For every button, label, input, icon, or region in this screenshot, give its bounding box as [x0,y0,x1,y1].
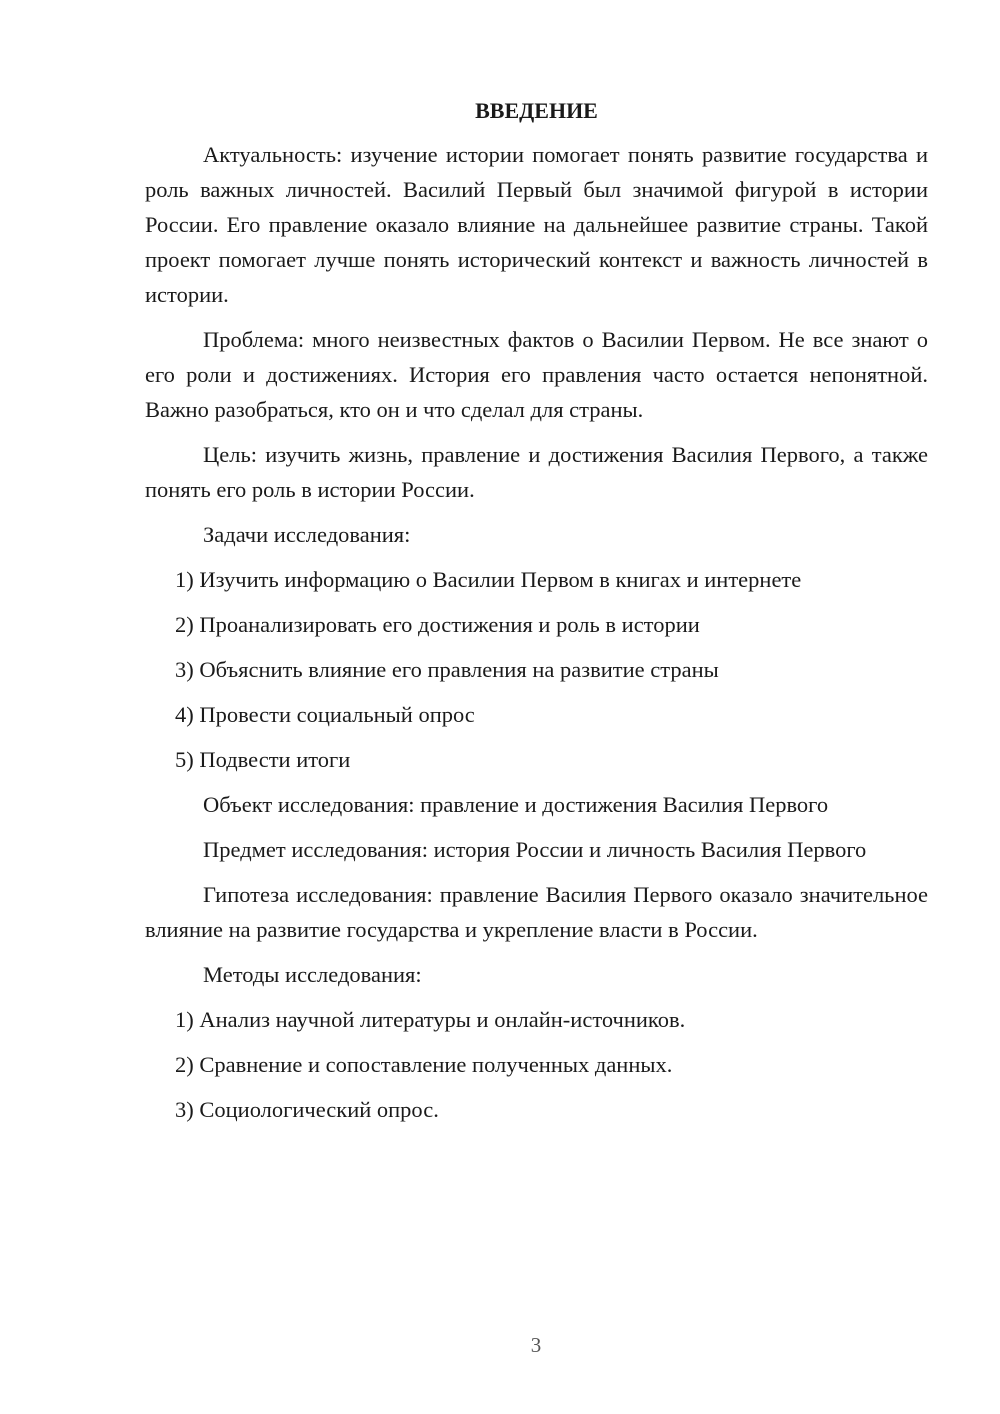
relevance-paragraph: Актуальность: изучение истории помогает понять развитие государства и роль важных личностей. Василий Первый был значимой фигурой в истории России. Его правление оказало влияние на дальнейшее развитие страны. Такой проект помогает лучше понять исторический контекст и важность личностей в истории. [145,142,928,307]
hypothesis-paragraph: Гипотеза исследования: правление Василия Первого оказало значительное влияние на развитие государства и укрепление власти в России. [145,882,928,942]
goal-paragraph: Цель: изучить жизнь, правление и достижения Василия Первого, а также понять его роль в истории России. [145,442,928,502]
method-item: 1) Анализ научной литературы и онлайн-источников. [175,1007,686,1032]
tasks-heading: Задачи исследования: [203,522,411,547]
method-item: 2) Сравнение и сопоставление полученных данных. [175,1052,673,1077]
tasks-list [145,562,928,777]
task-item: 4) Провести социальный опрос [175,702,475,727]
problem-paragraph: Проблема: много неизвестных фактов о Василии Первом. Не все знают о его роли и достижениях. История его правления часто остается непонятной. Важно разобраться, кто он и что сделал для страны. [145,327,928,422]
method-item: 3) Социологический опрос. [175,1097,439,1122]
section-title: ВВЕДЕНИЕ [475,98,598,123]
subject-paragraph: Предмет исследования: история России и личность Василия Первого [203,837,867,862]
page-content [145,94,928,1137]
methods-heading: Методы исследования: [203,962,422,987]
task-item: 3) Объяснить влияние его правления на развитие страны [175,657,719,682]
task-item: 2) Проанализировать его достижения и роль в истории [175,612,700,637]
page-number: 3 [530,1333,542,1357]
task-item: 5) Подвести итоги [175,747,351,772]
object-paragraph: Объект исследования: правление и достижения Василия Первого [203,792,829,817]
task-item: 1) Изучить информацию о Василии Первом в книгах и интернете [175,567,802,592]
methods-list [145,1002,928,1127]
